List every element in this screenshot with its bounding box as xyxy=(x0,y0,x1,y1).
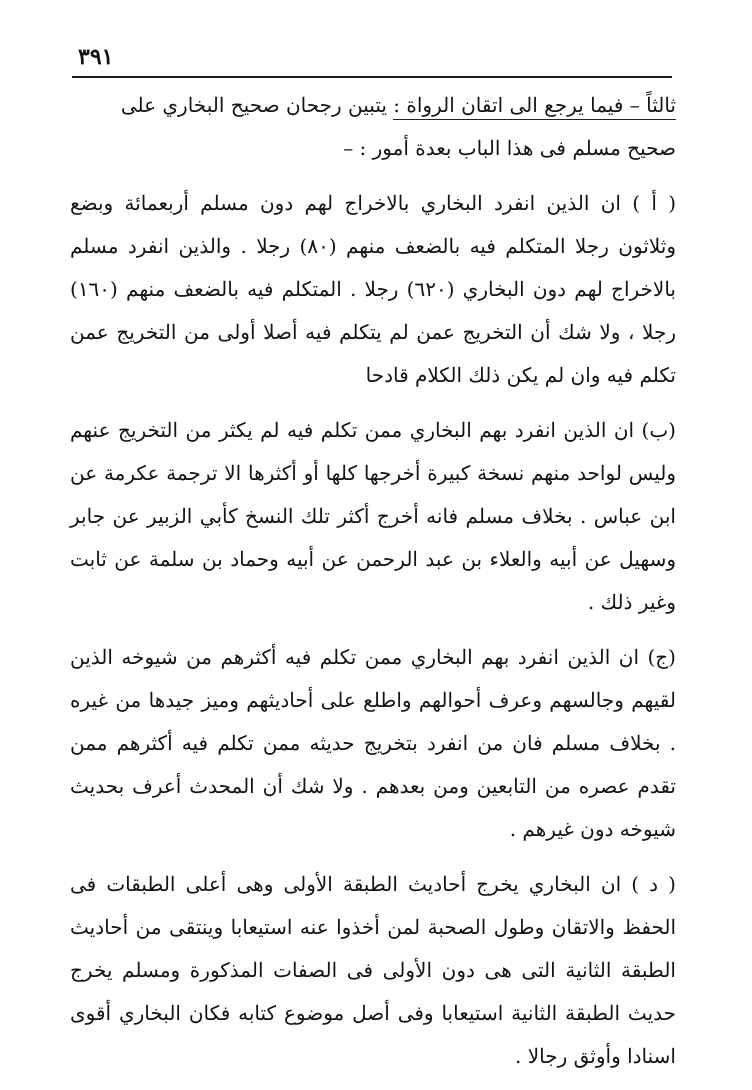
paragraph-ba: (ب) ان الذين انفرد بهم البخاري ممن تكلم فيه لم يكثر من التخريج عنهم وليس لواحد منهم نسخة كبيرة أخرجها كلها أو أكثرها الا ترجمة عكرمة عن ابن عباس . بخلاف مسلم فانه أخرج أكثر تلك النسخ كأبي الزبير عن جابر وسهيل عن أبيه والعلاء بن عبد الرحمن عن أبيه وحماد بن سلمة عن ثابت وغير ذلك . xyxy=(70,418,676,614)
section-intro xyxy=(70,84,676,170)
section-heading: ثالثاً – فيما يرجع الى اتقان الرواة : xyxy=(393,93,676,120)
page-body xyxy=(70,84,676,1090)
paragraph-alif: ( أ ) ان الذين انفرد البخاري بالاخراج لهم دون مسلم أربعمائة وبضع وثلاثون رجلا المتكلم فيه بالضعف منهم (٨٠) رجلا . والذين انفرد مسلم بالاخراج لهم دون البخاري (٦٢٠) رجلا . المتكلم فيه بالضعف منهم (١٦٠) رجلا ، ولا شك أن التخريج عمن لم يتكلم فيه أصلا أولى من التخريج عمن تكلم فيه وان لم يكن ذلك الكلام قادحا xyxy=(70,191,677,387)
paragraph-dal: ( د ) ان البخاري يخرج أحاديث الطبقة الأولى وهى أعلى الطبقات فى الحفظ والاتقان وطول الصحبة لمن أخذوا عنه استيعابا وينتقى من أحاديث الطبقة الثانية التى هى دون الأولى فى الصفات المذكورة ومسلم يخرج حديث الطبقة الثانية استيعابا وفى أصل موضوع كتابه فكان البخاري أقوى اسنادا وأوثق رجالا . xyxy=(70,872,676,1068)
page-number: ٣٩١ xyxy=(78,44,114,70)
paragraph-jim: (ج) ان الذين انفرد بهم البخاري ممن تكلم فيه أكثرهم من شيوخه الذين لقيهم وجالسهم وعرف أحوالهم واطلع على أحاديثهم وميز جيدها من غيره . بخلاف مسلم فان من انفرد بتخريج حديثه ممن تكلم فيه أكثرهم ممن تقدم عصره من التابعين ومن بعدهم . ولا شك أن المحدث أعرف بحديث شيوخه دون غيرهم . xyxy=(70,645,676,841)
section-intro-text: يتبين رجحان صحيح البخاري على صحيح مسلم فى هذا الباب بعدة أمور : – xyxy=(120,93,676,160)
header-rule xyxy=(72,76,672,78)
